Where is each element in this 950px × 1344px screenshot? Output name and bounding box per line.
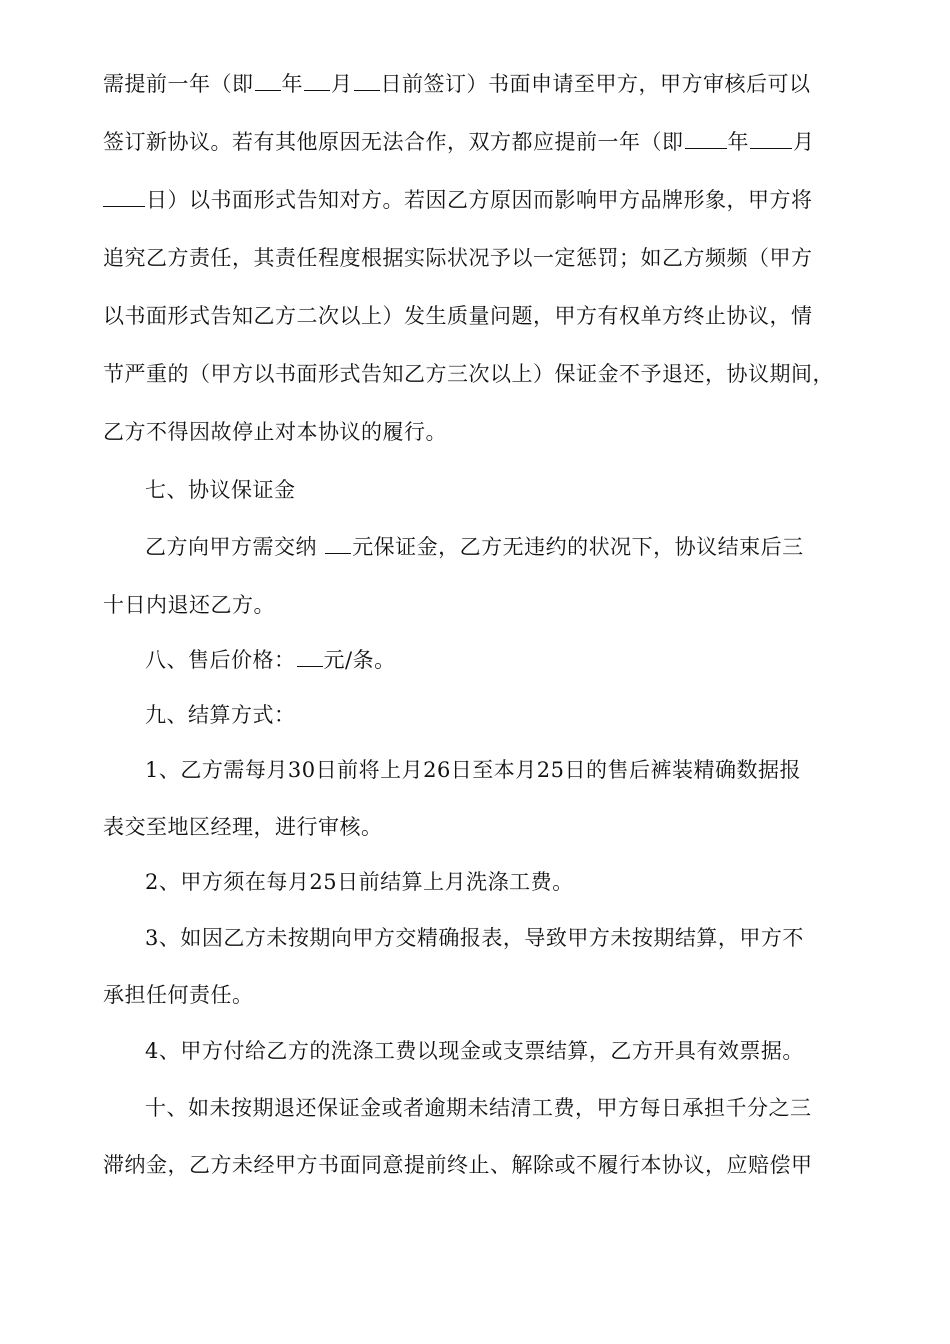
fill-blank xyxy=(325,533,351,554)
list-item-3: 3、如因乙方未按期向甲方交精确报表，导致甲方未按期结算，甲方不 xyxy=(145,926,804,950)
text-segment: 需提前一年（即 xyxy=(103,72,254,96)
fill-blank xyxy=(750,128,792,149)
text-line-2 xyxy=(103,127,815,157)
fill-blank xyxy=(304,70,330,91)
section-heading-7: 七、协议保证金 xyxy=(145,478,296,502)
text-line-5: 以书面形式告知乙方二次以上）发生质量问题，甲方有权单方终止协议，情 xyxy=(103,304,813,328)
list-item-1-cont: 表交至地区经理，进行审核。 xyxy=(103,815,383,839)
text-segment: 乙方向甲方需交纳 xyxy=(145,535,325,559)
text-line-3 xyxy=(103,185,813,215)
text-segment: 日）以书面形式告知对方。若因乙方原因而影响甲方品牌形象，甲方将 xyxy=(146,188,813,212)
text-line-6: 节严重的（甲方以书面形式告知乙方三次以上）保证金不予退还，协议期间， xyxy=(103,362,834,386)
text-line-10: 十日内退还乙方。 xyxy=(103,593,275,617)
text-segment: 月 xyxy=(331,72,353,96)
fill-blank xyxy=(354,70,380,91)
fill-blank xyxy=(103,186,145,207)
text-line-4: 追究乙方责任，其责任程度根据实际状况予以一定惩罚；如乙方频频（甲方 xyxy=(103,246,813,270)
list-item-2: 2、甲方须在每月25日前结算上月洗涤工费。 xyxy=(145,870,574,894)
fill-blank xyxy=(685,128,727,149)
text-segment: 年 xyxy=(727,130,749,154)
text-line-20: 滞纳金，乙方未经甲方书面同意提前终止、解除或不履行本协议，应赔偿甲 xyxy=(103,1153,813,1177)
text-segment: 元/条。 xyxy=(323,648,396,672)
list-item-1: 1、乙方需每月30日前将上月26日至本月25日的售后裤装精确数据报 xyxy=(145,758,802,782)
section-heading-9: 九、结算方式： xyxy=(145,703,296,727)
text-line-1 xyxy=(103,69,811,99)
text-segment: 年 xyxy=(281,72,303,96)
text-line-9 xyxy=(145,532,804,562)
text-segment: 元保证金，乙方无违约的状况下，协议结束后三 xyxy=(352,535,804,559)
section-heading-8 xyxy=(145,645,396,675)
fill-blank xyxy=(297,646,323,667)
text-segment: 日前签订）书面申请至甲方，甲方审核后可以 xyxy=(380,72,811,96)
list-item-4: 4、甲方付给乙方的洗涤工费以现金或支票结算，乙方开具有效票据。 xyxy=(145,1039,804,1063)
section-heading-10: 十、如未按期退还保证金或者逾期未结清工费，甲方每日承担千分之三 xyxy=(145,1096,812,1120)
text-segment: 月 xyxy=(793,130,815,154)
text-segment: 签订新协议。若有其他原因无法合作，双方都应提前一年（即 xyxy=(103,130,684,154)
fill-blank xyxy=(255,70,281,91)
text-line-7: 乙方不得因故停止对本协议的履行。 xyxy=(103,420,447,444)
list-item-3-cont: 承担任何责任。 xyxy=(103,983,254,1007)
text-segment: 八、售后价格： xyxy=(145,648,296,672)
